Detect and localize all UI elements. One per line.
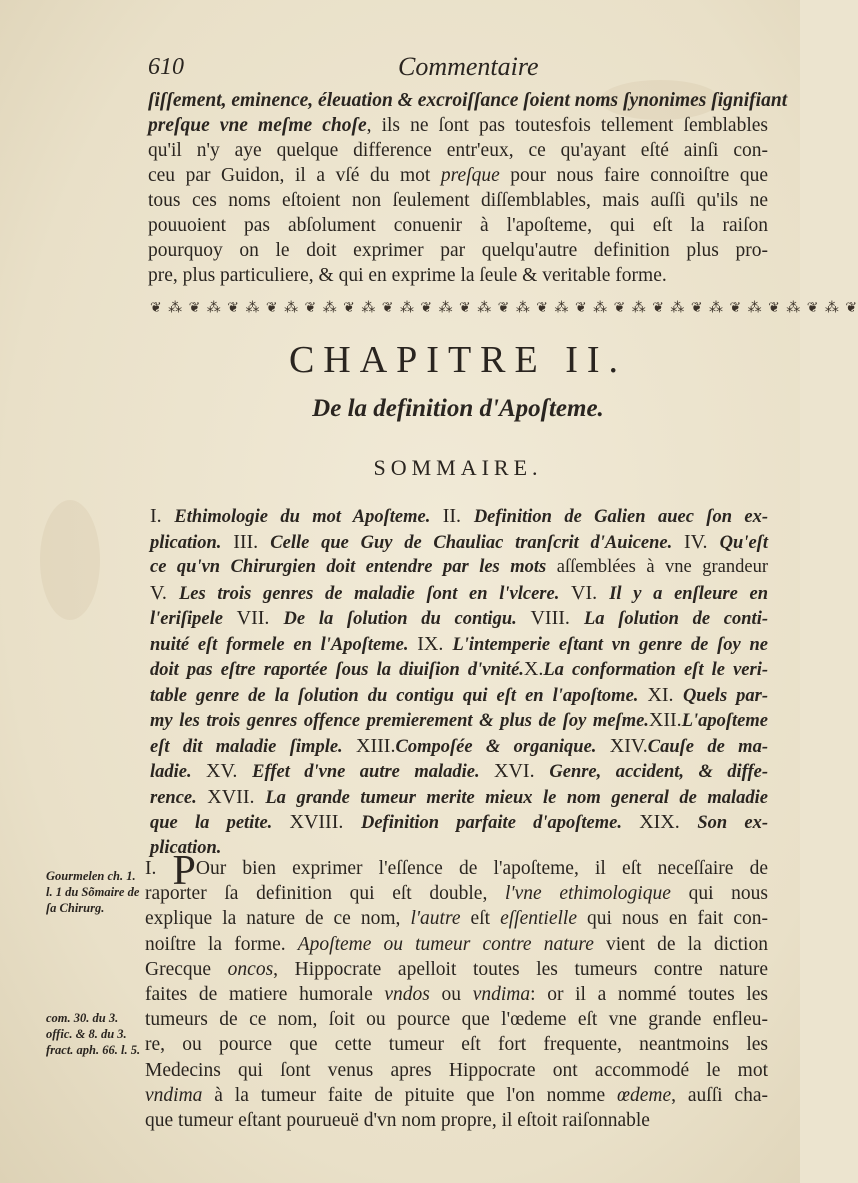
text-run: : or il a nommé toutes les	[530, 983, 768, 1005]
text-line	[148, 213, 768, 238]
text-run: faites de matiere humorale	[145, 983, 385, 1005]
intro-paragraph	[148, 88, 788, 288]
text-run: qui nous	[670, 883, 768, 905]
text-run: X.	[523, 658, 544, 680]
text-run: L'intemperie eſtant vn genre de ſoy ne	[452, 634, 769, 655]
text-run: table genre de la ſolution du contigu qui eſt en l'apoſtome.	[150, 685, 648, 706]
text-run: que la petite.	[150, 813, 290, 833]
text-run: rence.	[150, 787, 208, 808]
text-run: III.	[233, 530, 271, 553]
text-line	[148, 113, 768, 138]
text-line	[145, 906, 768, 931]
text-run: Ethimologie du mot Apoſteme.	[174, 507, 443, 527]
text-line	[150, 734, 768, 760]
text-run: re, ou pource que cette tumeur eſt fort frequente, neantmoins les	[145, 1034, 768, 1056]
text-run: noiſtre la forme.	[145, 933, 298, 955]
text-run: œdeme	[617, 1084, 672, 1106]
text-run: aſſemblées à vne grandeur	[556, 557, 768, 577]
text-run: vient de la diction	[593, 933, 768, 955]
decorative-ornament-band: ❦ ⁂ ❦ ⁂ ❦ ⁂ ❦ ⁂ ❦ ⁂ ❦ ⁂ ❦ ⁂ ❦ ⁂ ❦ ⁂ ❦ ⁂ ❦ ⁂ ❦ ⁂ ❦ ⁂ ❦ ⁂ ❦ ⁂ ❦ ⁂ ❦ ⁂ ❦ ⁂ ❦	[150, 300, 858, 316]
page-number: 610	[148, 54, 184, 80]
text-run: XV.	[206, 760, 253, 782]
text-run: l'vne ethimologique	[505, 883, 671, 905]
text-run: à la tumeur faite de pituite que l'on nomme	[202, 1084, 617, 1106]
text-line	[145, 957, 768, 982]
text-run: ladie.	[150, 762, 207, 782]
summary-paragraph	[150, 504, 768, 861]
margin-note: com. 30. du 3. offic. & 8. du 3. fract. aph. 66. l. 5.	[46, 1011, 141, 1057]
text-run: l'autre	[410, 908, 461, 930]
text-line	[148, 88, 788, 113]
text-line	[150, 657, 768, 683]
text-run: XVII.	[207, 785, 266, 808]
text-run: Effet d'vne autre maladie.	[252, 762, 495, 782]
text-run: preſque	[440, 165, 500, 186]
text-line	[148, 238, 768, 263]
text-line	[148, 263, 768, 288]
text-run: Grecque	[145, 958, 228, 980]
text-run: Cauſe de ma-	[647, 736, 768, 757]
text-run: De la ſolution du contigu.	[283, 609, 531, 629]
text-line	[150, 759, 768, 785]
text-line	[150, 504, 768, 530]
text-line	[145, 1032, 768, 1057]
text-run: Son ex-	[697, 813, 769, 833]
text-run: Our bien exprimer l'eſſence de l'apoſteme, il eſt neceſſaire de	[195, 858, 768, 879]
text-run: XII.	[648, 709, 682, 731]
text-line	[150, 555, 768, 581]
chapter-title: CHAPITRE II.	[288, 339, 628, 381]
text-run: tous ces noms eſtoient non ſeulement diſſemblables, mais auſſi qu'ils ne	[148, 190, 768, 211]
text-run: l'eriſipele	[150, 609, 237, 629]
text-run: XI.	[647, 683, 683, 706]
text-run: Quels par-	[682, 685, 769, 706]
text-run: Definition parfaite d'apoſteme.	[360, 813, 640, 833]
text-run: La conformation eſt le veri-	[543, 660, 768, 680]
text-run: plication.	[150, 837, 222, 858]
text-line	[145, 1108, 768, 1133]
text-line	[150, 530, 768, 556]
text-run: , Hippocrate apelloit toutes les tumeurs contre nature	[273, 958, 768, 980]
text-line	[145, 1058, 768, 1083]
text-run: ce qu'vn Chirurgien doit entendre par les mots	[150, 557, 557, 577]
text-line	[150, 708, 768, 734]
text-line	[145, 1083, 768, 1108]
running-head	[148, 52, 748, 86]
paragraph-number: I.	[145, 858, 173, 879]
text-run: preſque vne meſme choſe	[148, 115, 367, 136]
text-run: , ils ne ſont pas toutesfois tellement ſemblables	[366, 115, 769, 136]
text-run: explique la nature de ce nom,	[145, 908, 411, 930]
text-run: plication.	[150, 532, 234, 553]
text-run: XIX.	[639, 811, 698, 833]
text-line	[148, 163, 768, 188]
text-run: L'apoſteme	[681, 711, 768, 731]
text-line	[150, 632, 768, 658]
text-line	[150, 606, 768, 632]
text-line	[148, 138, 768, 163]
text-run: VIII.	[530, 607, 584, 629]
text-run: qui nous en fait con-	[576, 908, 769, 930]
paper-stain	[40, 500, 100, 620]
text-run: La grande tumeur merite mieux le nom general de maladie	[265, 787, 769, 808]
text-line	[150, 683, 768, 709]
text-run: pouuoient pas abſolument conuenir à l'apoſteme, qui eſt la raiſon	[148, 215, 768, 236]
text-run: La ſolution de conti-	[583, 609, 768, 629]
text-run: tumeurs de ce nom, ſoit ou pource que l'œdeme eſt vne grande enfleu-	[145, 1009, 768, 1031]
main-paragraph	[145, 848, 769, 1133]
chapter-subtitle: De la definition d'Apoſteme.	[312, 395, 604, 422]
text-run: VI.	[571, 581, 610, 604]
text-line	[148, 188, 768, 213]
text-run: ou	[429, 983, 473, 1005]
text-run: eſt	[460, 908, 501, 930]
text-run: Qu'eſt	[719, 532, 768, 553]
text-run: VII.	[236, 607, 284, 629]
text-run: XIII.	[356, 734, 396, 757]
text-run: Compoſée & organique.	[395, 736, 610, 757]
drop-cap: P	[172, 848, 196, 894]
text-run: vndima	[145, 1084, 203, 1106]
text-line	[145, 982, 768, 1007]
summary-heading: SOMMAIRE.	[373, 455, 543, 480]
text-line	[150, 581, 768, 607]
margin-note: Gourmelen ch. 1. l. 1 du Sõmaire de ſa Chirurg.	[46, 869, 140, 915]
text-run: eſſentielle	[500, 908, 577, 930]
text-run: oncos	[227, 958, 274, 980]
text-run: vndos	[384, 983, 430, 1005]
text-run: Il y a enſleure en	[609, 583, 768, 604]
text-run: Celle que Guy de Chauliac tranſcrit d'Auicene.	[270, 532, 685, 553]
text-run: XVIII.	[289, 811, 361, 833]
text-run: qu'il n'y aye quelque difference entr'eux, ce qu'ayant eſté ainſi con-	[148, 140, 768, 161]
text-run: ſiſſement, eminence, éleuation & excroiſſance ſoient noms ſynonimes ſignifiant	[148, 90, 788, 111]
text-line	[145, 881, 768, 906]
text-line	[150, 810, 768, 836]
text-run: raporter ſa definition qui eſt double,	[145, 883, 505, 905]
text-run: eſt dit maladie ſimple.	[150, 736, 357, 757]
text-run: que tumeur eſtant pourueuë d'vn nom propre, il eſtoit raiſonnable	[145, 1109, 650, 1131]
text-run: Genre, accident, & diffe-	[549, 762, 769, 782]
text-run: V.	[150, 581, 179, 604]
text-line	[150, 785, 768, 811]
text-run: my les trois genres offence premierement & plus de ſoy meſme.	[150, 711, 649, 731]
text-run: doit pas eſtre raportée ſous la diuiſion d'vnité.	[150, 660, 524, 680]
text-run: Apoſteme ou tumeur contre nature	[297, 933, 594, 955]
text-run: Medecins qui ſont venus apres Hippocrate ont accommodé le mot	[145, 1059, 768, 1081]
text-run: Les trois genres de maladie ſont en l'vlcere.	[178, 583, 572, 604]
running-title: Commentaire	[398, 52, 539, 81]
text-run: XVI.	[494, 760, 550, 782]
text-run: pour nous faire connoiſtre que	[499, 165, 768, 186]
text-run: , auſſi cha-	[671, 1084, 768, 1106]
text-run: Definition de Galien auec ſon ex-	[473, 507, 768, 527]
text-run: pourquoy on le doit exprimer par quelqu'autre definition plus pro-	[148, 240, 768, 261]
text-line	[145, 932, 768, 957]
text-line	[145, 1007, 768, 1032]
text-run: I.	[150, 505, 175, 527]
text-run: II.	[442, 505, 474, 527]
text-run: nuité eſt formele en l'Apoſteme.	[150, 634, 418, 655]
text-run: XIV.	[609, 734, 648, 757]
text-run: IX.	[417, 632, 453, 655]
text-run: vndima	[472, 983, 531, 1005]
text-run: IV.	[684, 530, 720, 553]
text-run: ceu par Guidon, il a vſé du mot	[148, 165, 441, 186]
text-run: pre, plus particuliere, & qui en exprime la ſeule & veritable forme.	[148, 265, 667, 286]
